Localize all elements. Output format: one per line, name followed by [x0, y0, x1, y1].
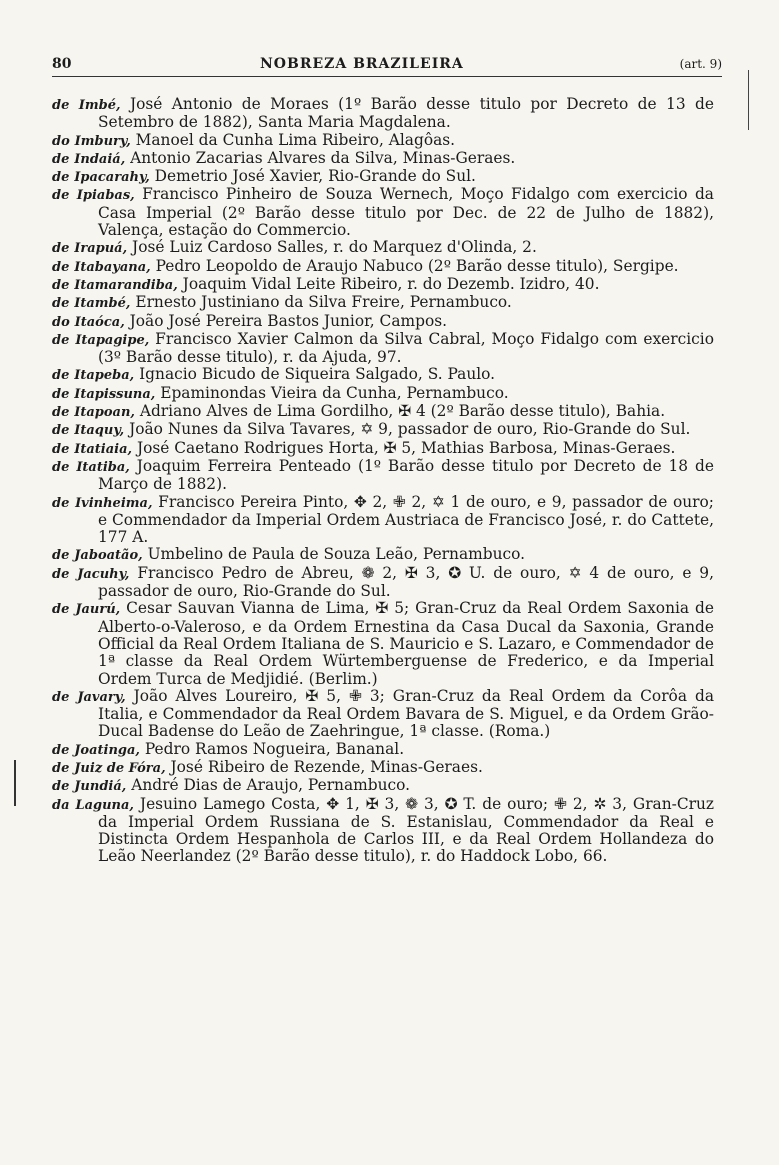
entry-preposition: de [52, 566, 70, 582]
entry-title: Jacuhy, [77, 566, 130, 582]
entry-preposition: do [52, 133, 70, 149]
entry-text: Epaminondas Vieira da Cunha, Pernambuco. [155, 383, 509, 402]
entry [52, 565, 714, 601]
entry [52, 276, 714, 294]
entry [52, 150, 714, 168]
entry [52, 239, 714, 257]
entry-text: Adriano Alves de Lima Gordilho, ✠ 4 (2º Barão desse titulo), Bahia. [134, 402, 666, 421]
entry-preposition: de [52, 188, 70, 204]
page-number: 80 [52, 56, 72, 72]
entry [52, 741, 714, 759]
entry-text: Joaquim Vidal Leite Ribeiro, r. do Dezemb. Izidro, 40. [177, 274, 600, 293]
entry-title: Itapissuna, [74, 386, 156, 402]
entry-title: Ipiabas, [76, 188, 135, 204]
entry-title: Itambé, [74, 296, 131, 312]
entry-preposition: de [52, 495, 70, 511]
entry-text: José Antonio de Moraes (1º Barão desse titulo por Decreto de 13 de Setembro de 1882), Santa Maria Magdalena. [98, 95, 714, 132]
page-header [52, 56, 722, 78]
entry-text: José Caetano Rodrigues Horta, ✠ 5, Mathias Barbosa, Minas-Geraes. [132, 438, 676, 457]
entry-preposition: de [52, 332, 70, 348]
entry-title: Javary, [77, 689, 126, 705]
entry-preposition: de [52, 151, 70, 167]
entry [52, 494, 714, 547]
entry-text: Ignacio Bicudo de Siqueira Salgado, S. Paulo. [134, 365, 496, 384]
entry-title: Juiz de Fóra, [74, 760, 166, 776]
entry-preposition: de [52, 368, 70, 384]
entry-preposition: de [52, 170, 70, 186]
entry-title: Itatiba, [76, 459, 130, 475]
entry-title: Indaiá, [74, 151, 126, 167]
entry-title: Itapeba, [74, 368, 135, 384]
entry-title: Ivinheima, [75, 495, 153, 511]
entry-text: José Ribeiro de Rezende, Minas-Geraes. [165, 757, 483, 776]
entry-preposition: de [52, 98, 70, 113]
entry-title: Laguna, [75, 797, 134, 813]
entry-text: Umbelino de Paula de Souza Leão, Pernambuco. [142, 545, 525, 564]
entry [52, 313, 714, 331]
entry-preposition: de [52, 602, 70, 618]
entry-preposition: de [52, 386, 70, 402]
entry-text: André Dias de Araujo, Pernambuco. [126, 776, 411, 795]
entry-title: Imbury, [74, 133, 131, 149]
entry-preposition: de [52, 689, 70, 705]
entry-text: João José Pereira Bastos Junior, Campos. [124, 311, 448, 330]
entry [52, 403, 714, 421]
entry-title: Joatinga, [74, 742, 140, 758]
entry [52, 421, 714, 439]
entry [52, 186, 714, 239]
entry-text: Antonio Zacarias Alvares da Silva, Minas-Geraes. [125, 148, 516, 167]
entry-preposition: do [52, 314, 70, 330]
entry [52, 331, 714, 367]
entry-title: Imbé, [78, 98, 121, 113]
entry-preposition: de [52, 548, 70, 564]
entry [52, 688, 714, 741]
entry-preposition: de [52, 760, 70, 776]
section-marker: (art. 9) [679, 57, 722, 71]
entry [52, 366, 714, 384]
entry-text: José Luiz Cardoso Salles, r. do Marquez d'Olinda, 2. [127, 238, 537, 257]
entry-title: Itamarandiba, [74, 277, 178, 293]
margin-mark [14, 760, 16, 806]
entry-text: Manoel da Cunha Lima Ribeiro, Alagôas. [130, 130, 456, 149]
entry-preposition: da [52, 797, 70, 813]
running-title: NOBREZA BRAZILEIRA [260, 56, 464, 72]
entry [52, 96, 714, 132]
entry [52, 132, 714, 150]
entry-preposition: de [52, 459, 70, 475]
entry [52, 258, 714, 276]
entry [52, 600, 714, 687]
entry-preposition: de [52, 241, 70, 257]
entry-text: Ernesto Justiniano da Silva Freire, Pernambuco. [130, 293, 512, 312]
entry [52, 796, 714, 866]
entry-title: Itaquy, [74, 423, 125, 439]
entry [52, 759, 714, 777]
entry [52, 777, 714, 795]
entry [52, 385, 714, 403]
entry-preposition: de [52, 296, 70, 312]
entry-title: Itabayana, [74, 259, 151, 275]
entry-preposition: de [52, 259, 70, 275]
entry-title: Itatiaia, [74, 441, 133, 457]
entry-title: Itapoan, [74, 405, 135, 421]
entry-title: Jaurú, [75, 602, 121, 618]
entry-text: João Alves Loureiro, ✠ 5, ✙ 3; Gran-Cruz da Real Ordem da Corôa da Italia, e Commendador da Real Ordem Bavara de S. Miguel, e da Ordem Grão-Ducal Badense do Leão de Zaehringue, 1ª classe. (Roma.) [98, 686, 714, 741]
entry-text: Joaquim Ferreira Penteado (1º Barão desse titulo por Decreto de 18 de Março de 1882). [98, 456, 714, 494]
entry-preposition: de [52, 441, 70, 457]
entry-preposition: de [52, 742, 70, 758]
entry-text: João Nunes da Silva Tavares, ✡ 9, passador de ouro, Rio-Grande do Sul. [124, 420, 691, 439]
entry [52, 294, 714, 312]
entry [52, 546, 714, 564]
entry-title: Irapuá, [74, 241, 128, 257]
entry-text: Francisco Xavier Calmon da Silva Cabral, Moço Fidalgo com exercicio (3º Barão desse titulo), r. da Ajuda, 97. [98, 329, 714, 367]
entry [52, 168, 714, 186]
margin-line [748, 70, 749, 130]
entry-title: Jaboatão, [74, 548, 143, 564]
entry-text: Pedro Ramos Nogueira, Bananal. [139, 739, 405, 758]
entry-text: Pedro Leopoldo de Araujo Nabuco (2º Barão desse titulo), Sergipe. [150, 256, 679, 275]
entry-title: Itaóca, [74, 314, 125, 330]
entry-text: Cesar Sauvan Vianna de Lima, ✠ 5; Gran-Cruz da Real Ordem Saxonia de Alberto-o-Valeroso, e da Ordem Ernestina da Casa Ducal da Saxonia, Grande Official da Real Ordem Italiana de S. Mauricio e S. Lazaro, e Commendador de 1ª classe da Real Ordem Würtemberguense de Frederico, e da Imperial Ordem Turca de Medjidié. (Berlim.) [98, 599, 714, 688]
entry [52, 440, 714, 458]
entry-text: Francisco Pinheiro de Souza Wernech, Moço Fidalgo com exercicio da Casa Imperial (2º Barão desse titulo por Dec. de 22 de Julho de 1882), Valença, estação do Commercio. [98, 185, 714, 240]
entry-text: Francisco Pedro de Abreu, ❁ 2, ✠ 3, ✪ U. de ouro, ✡ 4 de ouro, e 9, passador de ouro, Rio-Grande do Sul. [98, 563, 714, 601]
entry [52, 458, 714, 494]
entry-title: Ipacarahy, [74, 170, 150, 186]
entry-text: Demetrio José Xavier, Rio-Grande do Sul. [149, 167, 476, 186]
entry-title: Itapagipe, [75, 332, 150, 348]
entry-preposition: de [52, 779, 70, 795]
entry-text: Jesuino Lamego Costa, ✥ 1, ✠ 3, ❁ 3, ✪ T. de ouro; ✙ 2, ✲ 3, Gran-Cruz da Imperial Ordem Russiana de S. Estanislau, Commendador da Real e Distincta Ordem Hespanhola de Carlos III, e da Real Ordem Hollandeza do Leão Neerlandez (2º Barão desse titulo), r. do Haddock Lobo, 66. [98, 794, 714, 866]
entry-preposition: de [52, 423, 70, 439]
header-rule [52, 76, 722, 77]
entry-list [52, 96, 714, 866]
entry-title: Jundiá, [74, 779, 127, 795]
entry-preposition: de [52, 405, 70, 421]
entry-preposition: de [52, 277, 70, 293]
entry-text: Francisco Pereira Pinto, ✥ 2, ✙ 2, ✡ 1 de ouro, e 9, passador de ouro; e Commendador da Imperial Ordem Austriaca de Francisco José, r. do Cattete, 177 A. [98, 492, 714, 547]
